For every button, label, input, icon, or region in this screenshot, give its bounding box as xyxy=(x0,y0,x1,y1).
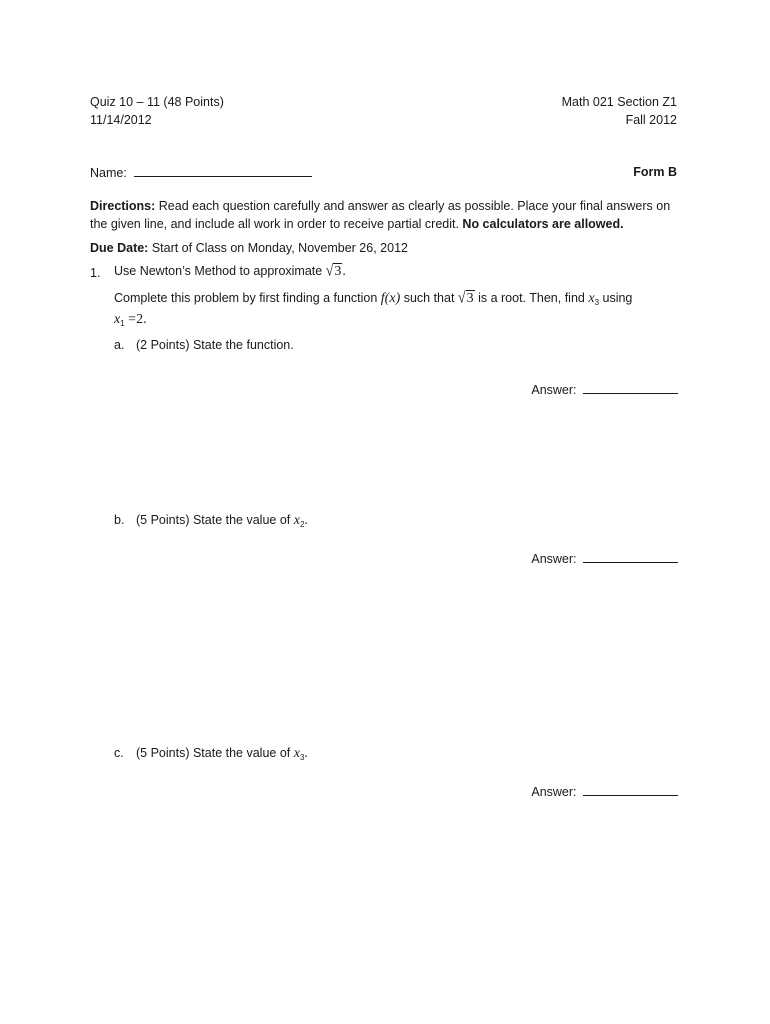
part-c-text xyxy=(136,745,308,764)
due-date-text: Start of Class on Monday, November 26, 2012 xyxy=(148,241,408,255)
x1-variable: x xyxy=(114,312,121,327)
due-date-label: Due Date: xyxy=(90,241,149,255)
name-blank[interactable] xyxy=(134,164,312,177)
function-fx: f(x) xyxy=(380,291,401,306)
quiz-title: Quiz 10 – 11 (48 Points) xyxy=(90,95,224,109)
directions-text-2: the given line, and include all work in order to receive partial credit. xyxy=(90,217,463,231)
x3-subscript: 3 xyxy=(594,298,600,307)
radical-sign-icon: √ xyxy=(457,289,466,307)
answer-label-b: Answer: xyxy=(531,552,577,566)
name-row xyxy=(90,164,312,182)
answer-row-c xyxy=(531,783,678,801)
part-c-period: . xyxy=(304,746,308,761)
no-calculators-note: No calculators are allowed. xyxy=(462,217,624,231)
quiz-date: 11/14/2012 xyxy=(90,113,152,127)
due-date-row xyxy=(90,240,408,257)
radical-sign-icon: √ xyxy=(325,262,334,280)
prompt-period: . xyxy=(342,264,346,279)
part-b-period: . xyxy=(304,513,308,528)
answer-label-a: Answer: xyxy=(531,383,577,397)
course-term: Fall 2012 xyxy=(625,113,677,127)
part-b-label: (5 Points) State the value of xyxy=(136,513,294,527)
question-number: 1. xyxy=(90,266,101,280)
form-label: Form B xyxy=(633,165,677,179)
part-b-text xyxy=(136,512,308,531)
name-label: Name: xyxy=(90,166,127,180)
x3-variable: x xyxy=(588,291,595,306)
answer-blank-c[interactable] xyxy=(583,783,678,796)
radicand-inline: 3 xyxy=(466,291,474,306)
sqrt-3-math-inline xyxy=(458,290,475,309)
answer-blank-a[interactable] xyxy=(583,381,678,394)
part-c-letter: c. xyxy=(114,746,124,760)
answer-row-a xyxy=(531,381,678,399)
answer-label-c: Answer: xyxy=(531,785,577,799)
part-b-letter: b. xyxy=(114,513,125,527)
part-c-label: (5 Points) State the value of xyxy=(136,746,294,760)
x2-subscript: 2 xyxy=(299,520,305,529)
directions-line-1 xyxy=(90,198,690,215)
directions-line-2 xyxy=(90,216,690,233)
answer-row-b xyxy=(531,550,678,568)
question-prompt xyxy=(114,263,346,282)
x3-variable-part-c: x xyxy=(293,746,300,761)
instructions-text-3: is a root. Then, find xyxy=(474,291,589,305)
x2-variable: x xyxy=(293,513,300,528)
question-prompt-text: Use Newton’s Method to approximate xyxy=(114,264,326,278)
question-instructions-line-2 xyxy=(114,311,147,330)
question-instructions-line-1 xyxy=(114,290,694,309)
directions-label: Directions: xyxy=(90,199,156,213)
answer-blank-b[interactable] xyxy=(583,550,678,563)
sqrt-3-math xyxy=(326,263,343,282)
part-a-text: (2 Points) State the function. xyxy=(136,338,294,352)
instructions-text-4: using xyxy=(599,291,633,305)
instructions-text-2: such that xyxy=(400,291,458,305)
x1-subscript: 1 xyxy=(120,319,125,328)
x3-subscript-part-c: 3 xyxy=(299,753,305,762)
directions-text-1: Read each question carefully and answer as clearly as possible. Place your final answers on xyxy=(155,199,671,213)
course-name: Math 021 Section Z1 xyxy=(561,95,677,109)
part-a-letter: a. xyxy=(114,338,125,352)
instructions-text-1: Complete this problem by first finding a function xyxy=(114,291,381,305)
radicand: 3 xyxy=(334,264,342,279)
x1-value: =2. xyxy=(124,312,147,327)
